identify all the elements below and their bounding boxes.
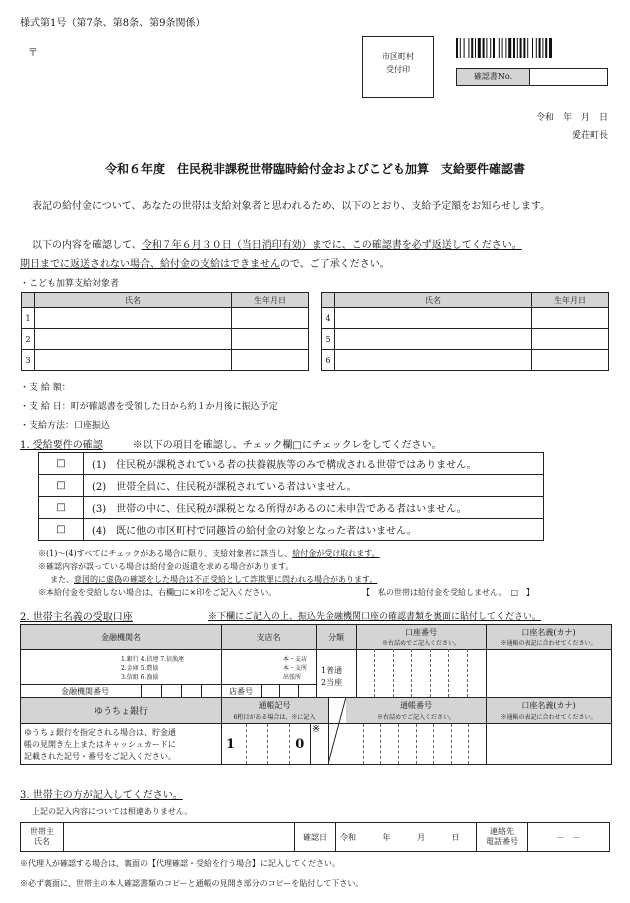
reception-stamp-box	[362, 36, 434, 98]
contact-label	[477, 823, 528, 852]
section2-heading: 2. 世帯主名義の受取口座	[20, 612, 133, 623]
branch-type-options	[283, 655, 307, 682]
passbook-number-subnote: ※右詰めでご記入ください。	[376, 714, 455, 721]
requirement-number: (4)	[92, 526, 107, 537]
eligibility-note-emphasis: 給付金が受け取れます。	[292, 549, 380, 558]
account-number-subnote: ※右詰めでご記入ください。	[381, 640, 460, 647]
requirement-text: 住民税が課税されている者の扶養親族等のみで構成される世帯ではありません。	[116, 460, 477, 471]
barcode-bar	[471, 38, 473, 58]
child-name-cell[interactable]	[335, 350, 532, 371]
requirement-text: 既に他の市区町村で同趣旨の給付金の対象となった者はいません。	[116, 526, 417, 537]
child-row-number: 5	[322, 329, 335, 350]
requirement-item	[84, 475, 544, 497]
head-of-household-table	[20, 822, 610, 852]
account-type-option: 1普通	[321, 666, 343, 675]
child-dob-header: 生年月日	[532, 293, 609, 308]
requirement-number: (1)	[92, 460, 107, 471]
no-payment-suffix: ので、ご了承ください。	[280, 259, 390, 270]
name-label-line: 氏名	[34, 837, 50, 846]
contact-label-line: 連絡先	[490, 827, 514, 836]
issuer: 愛荘町長	[571, 131, 608, 141]
fraud-note	[50, 574, 377, 585]
child-dob-cell[interactable]	[232, 329, 309, 350]
child-section-label: ・こども加算支給対象者	[20, 279, 120, 289]
account-type-option: 2当座	[321, 678, 343, 687]
child-row-number: 3	[22, 350, 35, 371]
barcode-bar	[464, 38, 465, 58]
yucho-instruction-line: 記載された記号・番号をご記入ください。	[24, 752, 176, 761]
barcode-bar	[539, 38, 541, 58]
section1-note: ※以下の項目を確認し、チェック欄□にチェックレをしてください。	[132, 440, 442, 451]
proxy-note: ※代理人が確認する場合は、裏面の【代理確認・受給を行う場合】に記入してください。	[20, 859, 340, 868]
yucho-instructions	[24, 727, 176, 763]
month-label: 月	[417, 832, 426, 842]
stamp-box-line1: 市区町村	[382, 52, 414, 61]
section1-heading-line	[20, 436, 442, 451]
requirement-text: 世帯全員に、住民税が課税されている者はいません。	[116, 482, 357, 493]
intro-paragraph: 表記の給付金について、あなたの世帯は支給対象者と思われるため、以下のとおり、支給予定額をお知らせします。	[32, 201, 551, 212]
eligibility-note-prefix: ※(1)～(4)すべてにチェックがある場合に限り、支給対象者に該当し、	[38, 549, 293, 558]
page-title: 令和６年度 住民税非課税世帯臨時給付金およびこども加算 支給要件確認書	[104, 162, 525, 176]
deadline-prefix: 以下の内容を確認して、	[32, 240, 142, 251]
child-row-number: 2	[22, 329, 35, 350]
requirement-number: (3)	[92, 504, 107, 515]
day-label: 日	[451, 832, 460, 842]
deadline-text: 令和７年６月３０日（当日消印有効）までに、この確認書を必ず返送してください。	[141, 240, 522, 251]
child-dob-cell[interactable]	[532, 329, 609, 350]
child-row-number: 1	[22, 308, 35, 329]
branch-header: 支店名	[256, 633, 281, 642]
barcode-bar	[475, 38, 476, 58]
passbook-number-boxes[interactable]	[346, 724, 486, 764]
barcode-bar	[532, 38, 533, 58]
passbook-symbol-digit: 0	[290, 724, 311, 764]
branch-code-label: 店番号	[229, 687, 253, 696]
yucho-header: ゆうちょ銀行	[93, 707, 148, 717]
bank-code-boxes[interactable]	[141, 685, 221, 697]
requirement-checkbox[interactable]: □	[39, 519, 84, 541]
contact-label-line: 電話番号	[486, 837, 518, 846]
child-dob-cell[interactable]	[532, 350, 609, 371]
barcode-bar	[545, 38, 547, 58]
child-name-cell[interactable]	[35, 350, 232, 371]
child-name-cell[interactable]	[335, 329, 532, 350]
passbook-symbol-header: 通帳記号	[258, 701, 291, 710]
child-name-header: 氏名	[335, 293, 532, 308]
postal-mark: 〒	[28, 48, 38, 59]
requirement-checkbox[interactable]: □	[39, 475, 84, 497]
payment-method: ・支給方法：口座振込	[20, 421, 111, 431]
passbook-symbol-digit: 1	[221, 724, 247, 764]
bank-name-header: 金融機関名	[101, 633, 141, 642]
child-name-cell[interactable]	[335, 308, 532, 329]
barcode-bar	[527, 38, 528, 58]
passbook-number-header: 通帳番号	[400, 701, 432, 710]
confirm-no-value[interactable]	[530, 69, 607, 85]
section1-heading: 1. 受給要件の確認	[20, 440, 103, 451]
branch-type-option: 出張所	[283, 674, 302, 681]
bank-type-option: 1.銀行 4.信連 7.信漁連	[121, 656, 184, 663]
bank-code-label: 金融機関番号	[61, 687, 109, 696]
phone-input[interactable]: － －	[528, 823, 610, 852]
deadline-line	[32, 236, 522, 251]
refund-note: ※確認内容が誤っている場合は給付金の返還を求める場合があります。	[38, 562, 294, 571]
bank-account-form	[20, 624, 612, 765]
payment-date: ・支 給 日：町が確認書を受領した日から約１か月後に振込予定	[20, 402, 278, 412]
bank-type-option: 3.信組 6.漁協	[121, 674, 159, 681]
barcode-bar	[468, 38, 469, 58]
barcode-bar	[517, 38, 518, 58]
account-type-options	[321, 665, 342, 689]
barcode-bar	[549, 38, 552, 58]
barcode-bar	[456, 38, 458, 58]
child-row-number: 6	[322, 350, 335, 371]
child-dob-cell[interactable]	[232, 308, 309, 329]
bank-type-options	[121, 655, 184, 682]
yucho-holder-header: 口座名義(カナ)	[521, 701, 576, 710]
account-number-header: 口座番号	[405, 628, 437, 637]
barcode-bar	[508, 38, 511, 58]
barcode-bar	[513, 38, 515, 58]
payment-amount: ・支 給 額：	[20, 383, 71, 393]
barcode-bar	[505, 38, 506, 58]
branch-type-option: 本・支所	[283, 665, 308, 672]
yucho-holder-subnote: ※通帳の表記に合わせてください。	[500, 714, 597, 721]
child-name-cell[interactable]	[35, 329, 232, 350]
confirm-date-input[interactable]	[336, 823, 477, 852]
barcode-bar	[520, 38, 522, 58]
passbook-symbol-boxes[interactable]	[221, 724, 328, 764]
barcode-bar	[490, 38, 491, 58]
barcode-bar	[536, 38, 537, 58]
child-name-cell[interactable]	[35, 308, 232, 329]
account-type-header: 分類	[328, 633, 344, 642]
branch-code-boxes[interactable]	[261, 685, 316, 697]
form-number: 様式第1号（第7条、第8条、第9条関係）	[20, 18, 206, 29]
child-dob-cell[interactable]	[232, 350, 309, 371]
fraud-note-emphasis: 意図的に虚偽の確認をした場合は不正受給として詐欺罪に問われる場合があります。	[74, 575, 378, 584]
era-label: 令和	[340, 832, 356, 842]
household-head-name-label	[21, 823, 64, 852]
confirm-date-label: 確認日	[295, 823, 336, 852]
barcode	[456, 38, 606, 58]
barcode-bar	[499, 38, 500, 58]
child-row-number: 4	[322, 308, 335, 329]
requirement-item	[84, 519, 544, 541]
child-table-left	[21, 292, 309, 371]
year-label: 年	[382, 832, 391, 842]
branch-type-option: 本・支店	[283, 656, 308, 663]
requirement-item	[84, 453, 544, 475]
requirements-table	[38, 452, 544, 541]
barcode-bar	[478, 38, 481, 58]
barcode-bar	[493, 38, 495, 58]
barcode-bar	[486, 38, 487, 58]
passbook-symbol-star: ※	[311, 724, 321, 735]
requirement-item	[84, 497, 544, 519]
section3-note: 上記の記入内容については相違ありません。	[32, 807, 193, 816]
date-line: 令和 年 月 日	[535, 113, 608, 123]
yucho-instruction-line: 帳の見開き左上またはキャッシュカードに	[24, 740, 176, 749]
child-dob-header: 生年月日	[232, 293, 309, 308]
barcode-bar	[483, 38, 485, 58]
requirement-number: (2)	[92, 482, 107, 493]
separator-slash	[328, 697, 346, 764]
barcode-bar	[542, 38, 543, 58]
no-payment-text: 期日までに返送されない場合、給付金の支給はできません	[20, 259, 280, 270]
yucho-instruction-line: ゆうちょ銀行を指定される場合は、貯金通	[24, 728, 176, 737]
attachment-note: ※必ず裏面に、世帯主の本人確認書類のコピーと通帳の見開き部分のコピーを貼付して下さい。	[20, 879, 364, 888]
barcode-bar	[460, 38, 461, 58]
no-payment-line	[20, 255, 390, 270]
barcode-bar	[523, 38, 525, 58]
account-holder-header: 口座名義(カナ)	[521, 628, 576, 637]
name-label-line: 世帯主	[30, 827, 54, 836]
barcode-bar	[502, 38, 503, 58]
passbook-symbol-subnote: 6桁目がある場合は、※に記入	[233, 714, 316, 721]
section3-heading: 3. 世帯主の方が記入してください。	[20, 790, 183, 801]
decline-checkbox-text[interactable]: 【 私の世帯は給付金を受給しません。 □ 】	[362, 588, 535, 597]
child-name-header: 氏名	[35, 293, 232, 308]
confirm-number-box	[456, 68, 608, 86]
requirement-checkbox[interactable]: □	[39, 497, 84, 519]
eligibility-note	[38, 548, 380, 559]
stamp-box-line2: 受付印	[386, 65, 410, 74]
household-head-name-input[interactable]	[64, 823, 295, 852]
section2-note: ※下欄にご記入の上、振込先金融機関口座の確認書類を裏面に貼付してください。	[208, 612, 542, 622]
bank-type-option: 2.金庫 5.農協	[121, 665, 159, 672]
requirement-checkbox[interactable]: □	[39, 453, 84, 475]
child-table-right	[321, 292, 609, 371]
confirm-no-label: 確認書No.	[457, 69, 530, 85]
requirement-text: 世帯の中に、住民税が課税となる所得があるのに未申告である者はいません。	[116, 504, 467, 515]
fraud-note-prefix: また、	[50, 575, 74, 584]
account-holder-subnote: ※通帳の表記に合わせてください。	[500, 640, 597, 647]
decline-instruction: ※本給付金を受給しない場合は、右欄□に×印をご記入ください。	[38, 588, 277, 597]
child-dob-cell[interactable]	[532, 308, 609, 329]
